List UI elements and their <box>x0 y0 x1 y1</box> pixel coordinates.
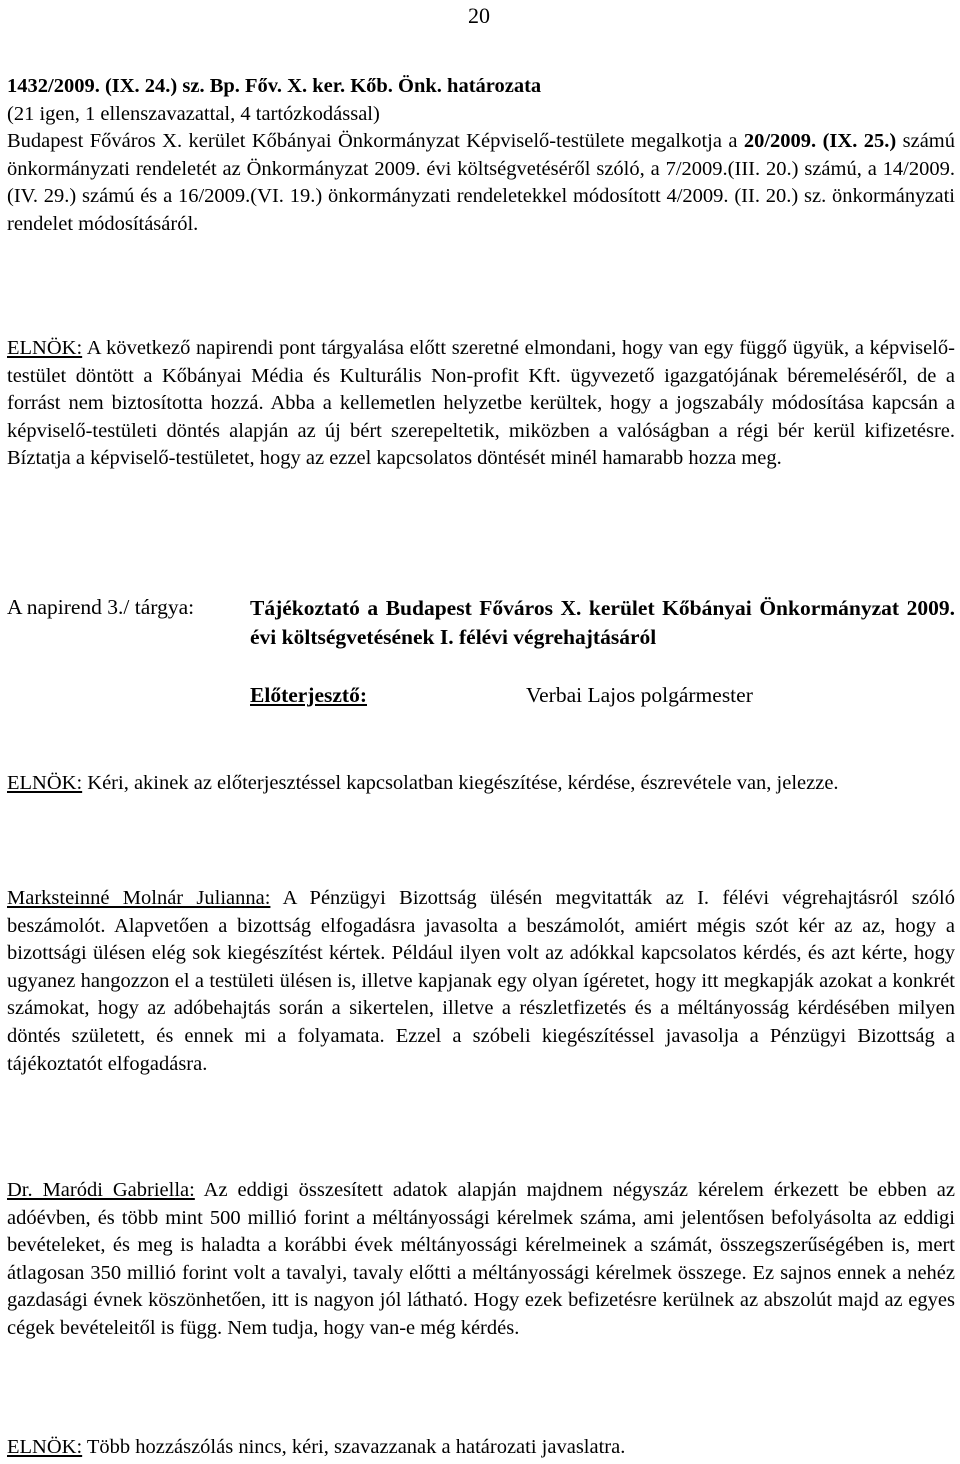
chair-statement <box>7 1434 955 1462</box>
resolution-block <box>7 73 955 239</box>
resolution-text-part: számú önkormányzati rendeletét az Önkormányzat 2009. évi költségvetéséről szóló, a 7/2009.(III. 20.) számú, a 14/2009.(IV. 29.) számú és a 16/2009.(VI. 19.) önkormányzati rendeletekkel módosított 4/2009. (II. 20.) sz. önkormányzati rendelet módosításáról. <box>7 130 955 235</box>
speaker-name: Dr. Maródi Gabriella: <box>7 1179 195 1201</box>
speaker-name: ELNÖK: <box>7 337 83 359</box>
agenda-item <box>7 594 955 714</box>
member-statement <box>7 885 955 1078</box>
resolution-text <box>7 128 955 238</box>
statement-text: A következő napirendi pont tárgyalása előtt szeretné elmondani, hogy van egy függő ügyük, a képviselő-testület döntött a Kőbányai Média és Kulturális Non-profit Kft. ügyvezető igazgatójának béremeléséről, de a forrást nem biztosította hozzá. Abba a kellemetlen helyzetbe kerültek, hogy a jogszabály módosítása kapcsán a képviselő-testületi döntés alapján az új bért szerepeltetik, miközben a valóságban a régi bér kerül kifizetésre. Bíztatja a képviselő-testületet, hogy az ezzel kapcsolatos döntését minél hamarabb hozza meg. <box>7 337 955 470</box>
chair-statement <box>7 770 955 798</box>
regulation-number: 20/2009. (IX. 25.) <box>743 130 897 153</box>
presenter-name: Verbai Lajos polgármester <box>526 683 753 707</box>
page-number: 20 <box>468 3 490 28</box>
resolution-text-part: Budapest Főváros X. kerület Kőbányai Önkormányzat Képviselő-testülete megalkotja a <box>7 130 744 153</box>
resolution-heading: 1432/2009. (IX. 24.) sz. Bp. Főv. X. ker. Kőb. Önk. határozata <box>7 75 542 97</box>
member-statement <box>7 1177 955 1343</box>
statement-text: Az eddigi összesített adatok alapján majdnem négyszáz kérelem érkezett be ebben az adóévben, és több mint 500 millió forint a méltányossági kérelmek száma, ami jelentősen befolyásolta az eddigi bevételeket, és meg is haladta a korábbi évek méltányossági kérelmeinek a számát, összegszerűségében is, mert átlagosan 350 millió forint volt a tavalyi, tavaly előtti a méltányossági kérelmek összege. Ez sajnos ennek a nehéz gazdasági évnek köszönhetően, itt is nagyon jól látható. Hogy ezek befizetésre kerülnek az abszolút majd az egyes cégek bevételeitől is függ. Nem tudja, hogy van-e még kérdés. <box>7 1179 956 1339</box>
agenda-subject: Tájékoztató a Budapest Főváros X. kerület Kőbányai Önkormányzat 2009. évi költségvetésének I. félévi végrehajtásáról <box>250 596 955 649</box>
chair-statement <box>7 335 955 473</box>
agenda-label: A napirend 3./ tárgya: <box>7 595 195 619</box>
speaker-name: ELNÖK: <box>7 772 83 794</box>
statement-text: Több hozzászólás nincs, kéri, szavazzanak a határozati javaslatra. <box>82 1436 626 1458</box>
statement-text: A Pénzügyi Bizottság ülésén megvitatták az I. félévi végrehajtásról szóló beszámolót. Alapvetően a bizottság elfogadásra javasolta a beszámolót, amiért mégis szót kér az az, hogy a bizottsági ülésen elég sok kiegészítést kértek. Például ilyen volt az adókkal kapcsolatos kérdés, és azt kérte, hogy ugyanez hangozzon el a testületi ülésen is, illetve kapjanak egy olyan ígéretet, hogy itt megkapják azokat a konkrét számokat, hogy az adóbehajtás során a sikertelen, illetve a részletfizetés és a méltányosság kérdésében milyen döntés született, és ennek mi a folyamata. Ezzel a szóbeli kiegészítéssel javasolja a Pénzügyi Bizottság a tájékoztatót elfogadásra. <box>7 887 955 1075</box>
speaker-name: Marksteinné Molnár Julianna: <box>7 887 271 909</box>
statement-text: Kéri, akinek az előterjesztéssel kapcsolatban kiegészítése, kérdése, észrevétele van, jelezze. <box>82 772 839 794</box>
resolution-vote: (21 igen, 1 ellenszavazattal, 4 tartózkodással) <box>7 102 380 125</box>
speaker-name: ELNÖK: <box>7 1436 83 1458</box>
presenter-label: Előterjesztő: <box>250 683 367 707</box>
